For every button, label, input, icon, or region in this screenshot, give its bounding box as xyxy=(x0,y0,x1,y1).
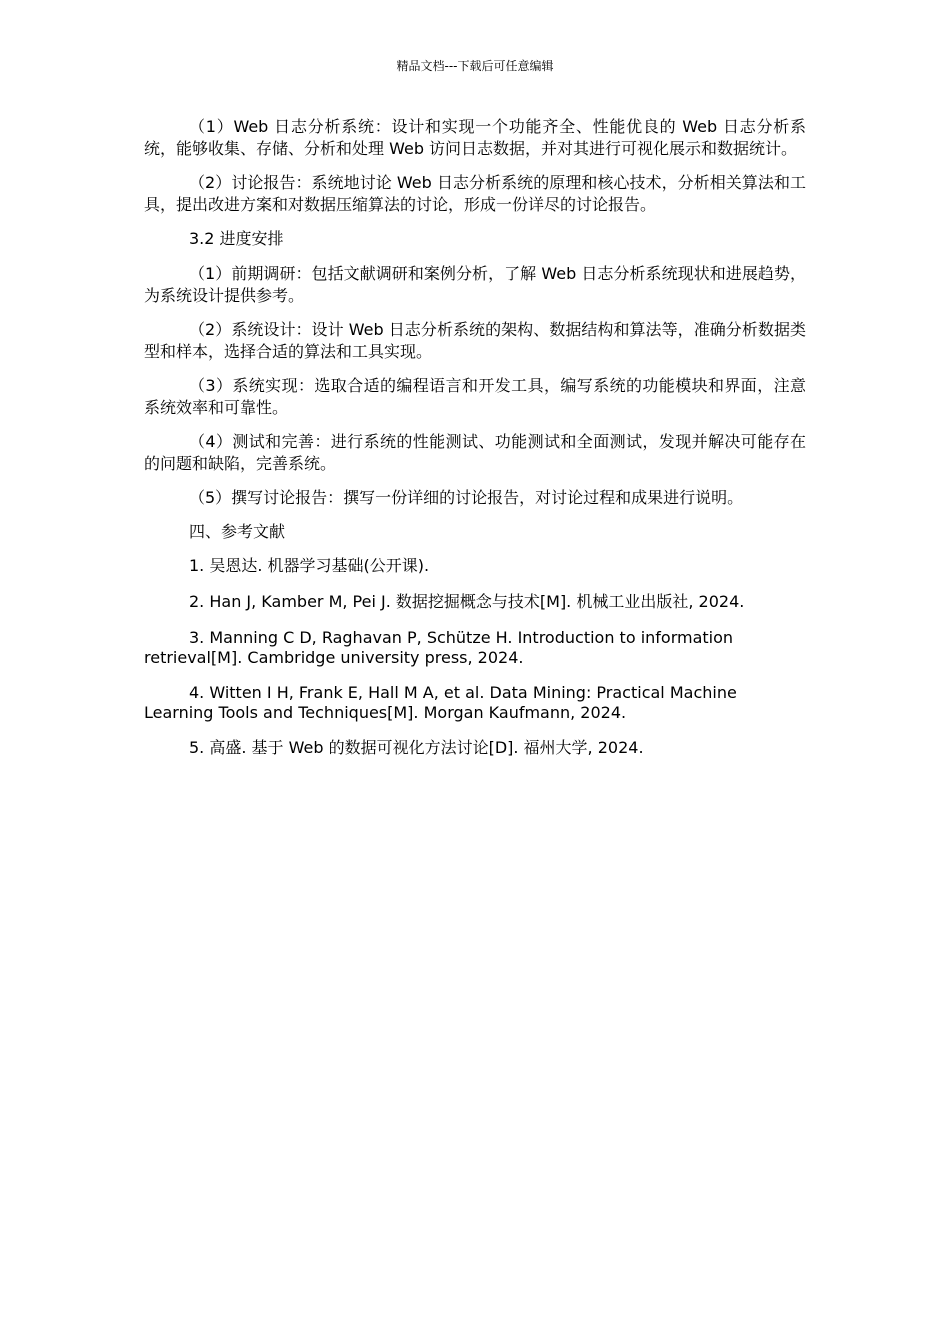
reference-item: 5. 高盛. 基于 Web 的数据可视化方法讨论[D]. 福州大学, 2024. xyxy=(189,738,644,757)
reference-item: 1. 吴恩达. 机器学习基础(公开课). xyxy=(189,556,430,575)
reference-item: 4. Witten I H, Frank E, Hall M A, et al. Data Mining: Practical Machine Learning Tools and Techniques[M]. Morgan Kaufmann, 2024. xyxy=(144,683,737,722)
document-body xyxy=(144,116,806,774)
paragraph-web-log-system: （1）Web 日志分析系统：设计和实现一个功能齐全、性能优良的 Web 日志分析系统，能够收集、存储、分析和处理 Web 访问日志数据，并对其进行可视化展示和数据统计。 xyxy=(144,117,806,158)
reference-item: 3. Manning C D, Raghavan P, Schütze H. Introduction to information retrieval[M]. Cambridge university press, 2024. xyxy=(144,628,734,667)
reference-item: 2. Han J, Kamber M, Pei J. 数据挖掘概念与技术[M]. 机械工业出版社, 2024. xyxy=(189,592,745,611)
paragraph-discussion-report: （2）讨论报告：系统地讨论 Web 日志分析系统的原理和核心技术，分析相关算法和工具，提出改进方案和对数据压缩算法的讨论，形成一份详尽的讨论报告。 xyxy=(144,173,806,214)
page-header: 精品文档---下载后可任意编辑 xyxy=(396,59,554,73)
section-heading-schedule: 3.2 进度安排 xyxy=(189,229,284,248)
paragraph-testing: （4）测试和完善：进行系统的性能测试、功能测试和全面测试，发现并解决可能存在的问题和缺陷，完善系统。 xyxy=(144,432,806,473)
paragraph-system-design: （2）系统设计：设计 Web 日志分析系统的架构、数据结构和算法等，准确分析数据类型和样本，选择合适的算法和工具实现。 xyxy=(144,320,806,361)
paragraph-report-writing: （5）撰写讨论报告：撰写一份详细的讨论报告，对讨论过程和成果进行说明。 xyxy=(189,488,744,507)
paragraph-preliminary-research: （1）前期调研：包括文献调研和案例分析，了解 Web 日志分析系统现状和进展趋势，为系统设计提供参考。 xyxy=(144,264,806,305)
section-heading-references: 四、参考文献 xyxy=(189,522,286,541)
paragraph-system-implementation: （3）系统实现：选取合适的编程语言和开发工具，编写系统的功能模块和界面，注意系统效率和可靠性。 xyxy=(144,376,806,417)
